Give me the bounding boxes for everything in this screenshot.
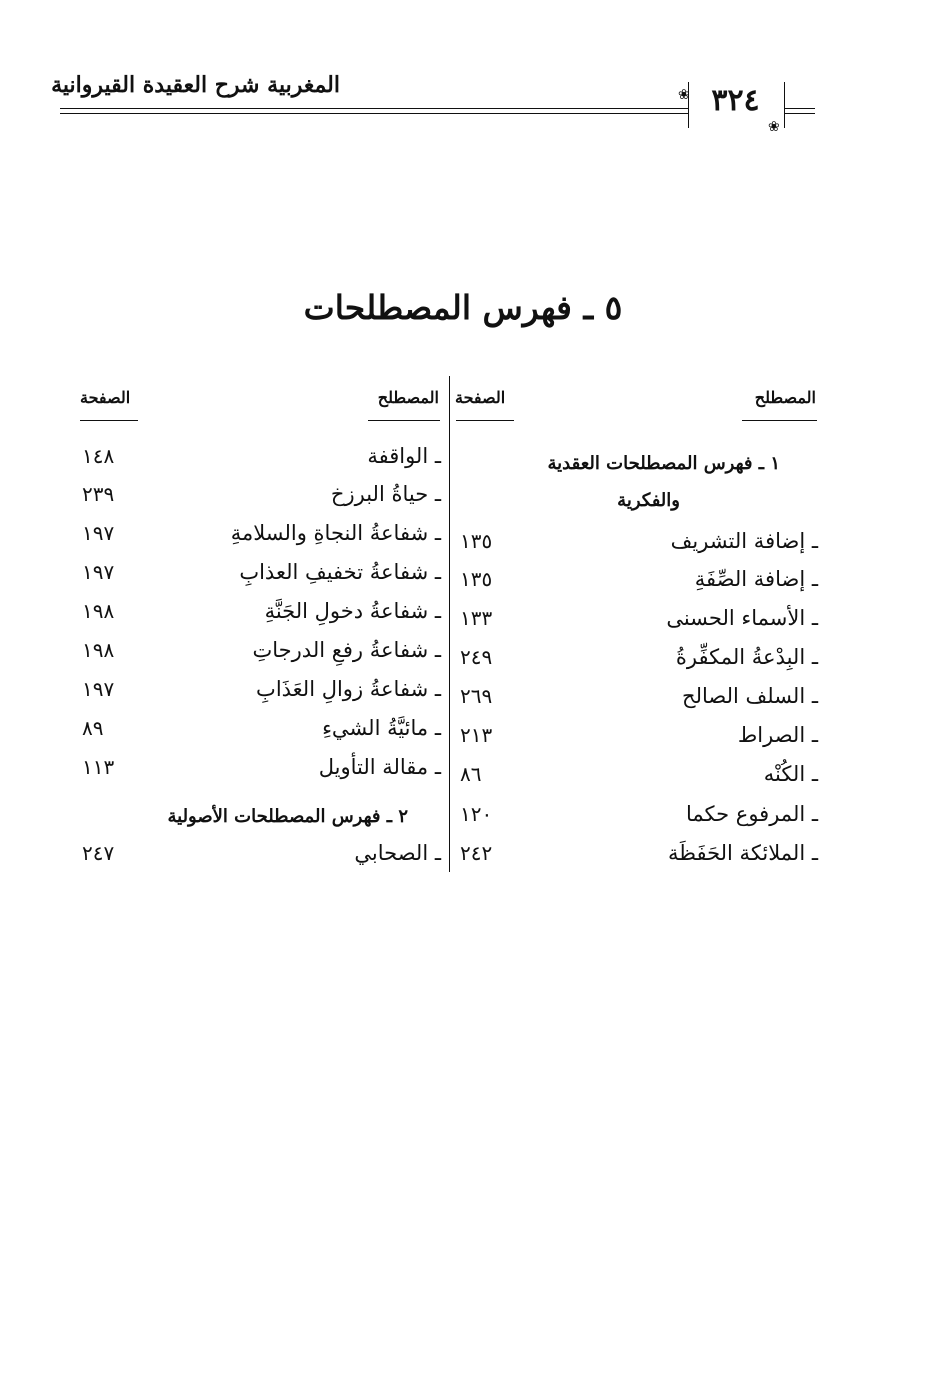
list-item-page: ١٩٨ — [82, 599, 115, 623]
section-title-aqadiya: ١ ـ فهرس المصطلحات العقدية — [547, 453, 780, 474]
flower-ornament-icon: ❀ — [678, 87, 690, 103]
header-rule-right-top — [785, 108, 815, 109]
list-item-page: ١٣٣ — [460, 606, 493, 630]
list-item-term: ـ السلف الصالح — [682, 684, 818, 708]
list-item-page: ٢٣٩ — [82, 482, 115, 506]
list-item-term: ـ شفاعةُ زوالِ العَذَابِ — [256, 677, 441, 701]
page-heading: ٥ ـ فهرس المصطلحات — [303, 288, 623, 327]
list-item-page: ١٩٧ — [82, 560, 115, 584]
list-item-page: ١٢٠ — [460, 802, 493, 826]
list-item-term: ـ الكُنْه — [763, 762, 818, 786]
left-page-header: الصفحة — [80, 388, 131, 407]
list-item-page: ٢٤٩ — [460, 645, 493, 669]
list-item-page: ٨٦ — [460, 762, 482, 786]
list-item-page: ١٤٨ — [82, 444, 115, 468]
flower-ornament-icon: ❀ — [768, 119, 780, 135]
left-term-header: المصطلح — [377, 388, 439, 407]
list-item-page: ٢١٣ — [460, 723, 493, 747]
header-rule-bottom — [60, 113, 688, 114]
page-number: ٣٢٤ — [711, 83, 760, 118]
list-item-term: ـ مائيَّةُ الشيءِ — [322, 716, 441, 740]
list-item-term: ـ شفاعةُ النجاةِ والسلامةِ — [230, 521, 441, 545]
list-item-term: ـ الصحابي — [354, 841, 441, 865]
list-item-page: ٢٤٧ — [82, 841, 115, 865]
list-item-term: ـ شفاعةُ تخفيفِ العذابِ — [239, 560, 441, 584]
list-item-term: ـ الأسماء الحسنى — [666, 606, 818, 630]
section-title-aqadiya-continued: والفكرية — [617, 490, 680, 511]
list-item-page: ١٣٥ — [460, 567, 493, 591]
right-term-header: المصطلح — [754, 388, 816, 407]
list-item-term: ـ إضافة الصِّفَةِ — [694, 567, 818, 591]
right-page-header-underline — [456, 420, 514, 421]
list-item-term: ـ الملائكة الحَفَظَة — [667, 841, 818, 865]
list-item-page: ١٩٨ — [82, 638, 115, 662]
list-item-term: ـ شفاعةُ رفعِ الدرجاتِ — [252, 638, 441, 662]
right-term-header-underline — [742, 420, 817, 421]
list-item-page: ١٩٧ — [82, 677, 115, 701]
left-page-header-underline — [80, 420, 138, 421]
list-item-page: ١١٣ — [82, 755, 115, 779]
column-divider — [449, 376, 450, 872]
list-item-term: ـ البِدْعةُ المكفِّرةُ — [675, 645, 818, 669]
header-rule-right-bottom — [785, 113, 815, 114]
list-item-page: ٢٤٢ — [460, 841, 493, 865]
list-item-page: ٨٩ — [82, 716, 104, 740]
list-item-term: ـ مقالة التأويل — [318, 755, 441, 779]
list-item-term: ـ المرفوع حكما — [686, 802, 818, 826]
list-item-term: ـ شفاعةُ دخولِ الجَنَّةِ — [264, 599, 441, 623]
list-item-term: ـ الواقفة — [367, 444, 441, 468]
book-title: المغربية شرح العقيدة القيروانية — [51, 72, 340, 98]
right-page-header: الصفحة — [455, 388, 506, 407]
list-item-page: ١٩٧ — [82, 521, 115, 545]
left-term-header-underline — [368, 420, 440, 421]
list-item-term: ـ إضافة التشريف — [670, 529, 818, 553]
list-item-page: ٢٦٩ — [460, 684, 493, 708]
header-rule-top — [60, 108, 688, 109]
section-title-usuliya: ٢ ـ فهرس المصطلحات الأصولية — [167, 806, 408, 827]
list-item-page: ١٣٥ — [460, 529, 493, 553]
list-item-term: ـ الصراط — [737, 723, 818, 747]
list-item-term: ـ حياةُ البرزخ — [330, 482, 441, 506]
